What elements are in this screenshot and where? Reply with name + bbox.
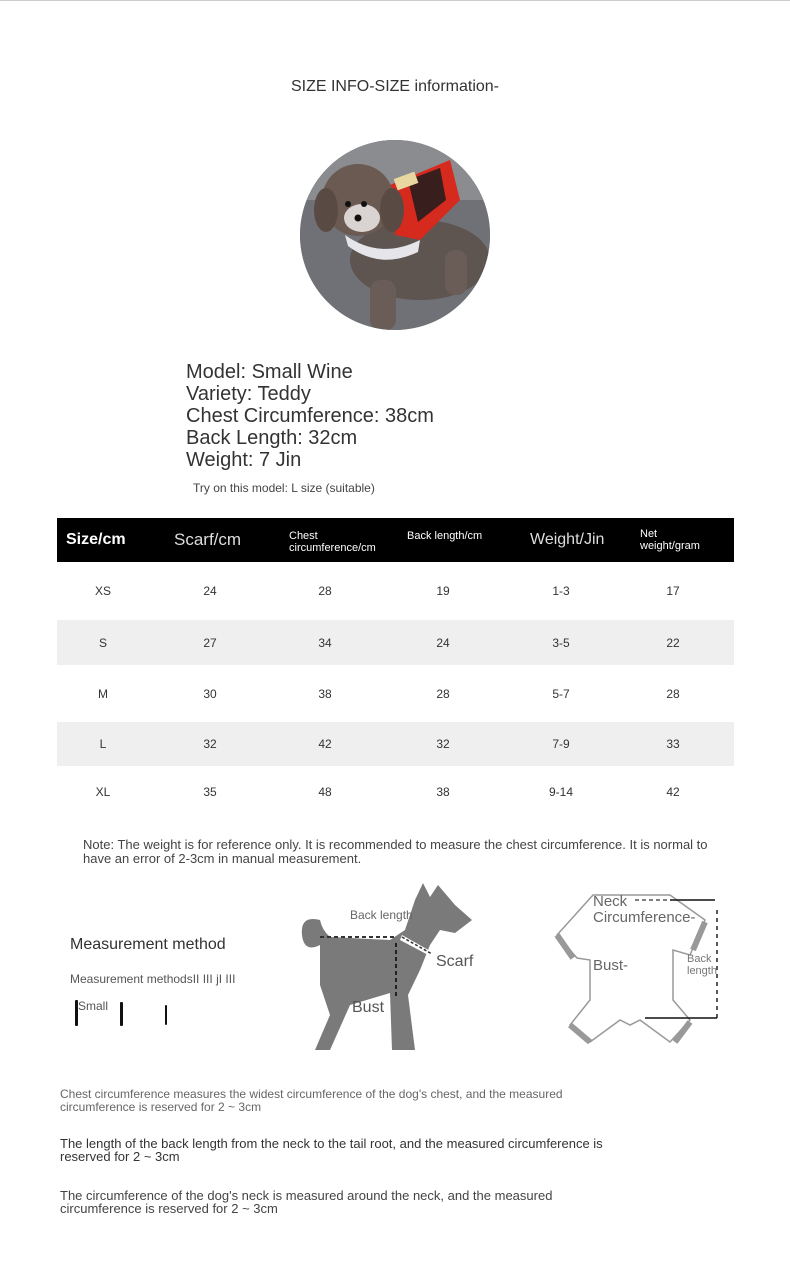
table-cell: 5-7: [552, 686, 570, 701]
table-body: [57, 562, 734, 818]
size-marker-bar: [165, 1005, 167, 1025]
try-on-note: Try on this model: L size (suitable): [193, 481, 375, 495]
table-cell: 28: [436, 686, 450, 701]
table-cell: XS: [94, 584, 112, 598]
model-variety: Variety: Teddy: [186, 383, 311, 405]
header-scarf: Scarf/cm: [174, 530, 242, 549]
table-cell: 27: [203, 635, 217, 650]
model-name: Model: Small Wine: [186, 361, 353, 383]
table-cell: 42: [666, 785, 680, 799]
scarf-label: Scarf: [436, 953, 474, 970]
table-cell: 7-9: [552, 737, 570, 751]
table-cell: 1-3: [552, 584, 570, 598]
model-chest: Chest Circumference: 38cm: [186, 405, 434, 427]
size-marker-bar: [120, 1002, 123, 1026]
table-cell: L: [99, 737, 107, 751]
table-cell: 48: [318, 785, 332, 799]
header-chest: Chest circumference/cm: [289, 530, 376, 554]
circumference-label-text: Circumference-: [593, 909, 696, 926]
header-back-length: Back length/cm: [407, 530, 483, 542]
header-net-weight: Net weight/gram: [640, 528, 700, 552]
neck-description: The circumference of the dog's neck is measured around the neck, and the measured circumference is reserved for 2 ~ 3cm: [60, 1188, 553, 1216]
table-row: [57, 562, 734, 620]
small-label: Small: [78, 999, 109, 1013]
table-cell: 32: [203, 737, 217, 751]
table-header: [57, 518, 734, 562]
dog-photo-illustration: [300, 140, 490, 330]
length-label-text: length: [687, 965, 717, 977]
table-cell: 28: [666, 686, 680, 701]
neck-label-text: Neck: [593, 893, 628, 910]
header-size: Size/cm: [66, 531, 126, 548]
size-table: [57, 518, 734, 818]
table-row: [57, 722, 734, 766]
table-cell: 42: [318, 737, 332, 751]
model-back-length: Back Length: 32cm: [186, 427, 358, 449]
table-row: [57, 766, 734, 818]
top-divider: [0, 0, 790, 1]
table-cell: 33: [666, 737, 680, 751]
measurement-subtitle: Measurement methodsII III jI III: [70, 972, 236, 986]
bust-label: Bust: [352, 999, 385, 1016]
table-cell: 19: [436, 584, 450, 598]
table-row: [57, 620, 734, 665]
table-row: [57, 665, 734, 722]
weight-note: Note: The weight is for reference only. It is recommended to measure the chest circumference. It is normal to have an error of 2-3cm in manual measurement.: [83, 837, 708, 866]
garment-bust-label: Bust-: [593, 957, 629, 974]
table-cell: 34: [318, 635, 332, 650]
table-cell: M: [98, 686, 108, 701]
back-length-label: Back length: [350, 908, 413, 922]
neck-label: [593, 894, 696, 926]
table-cell: 3-5: [552, 635, 570, 650]
table-cell: 17: [666, 584, 680, 598]
table-cell: 22: [666, 635, 680, 650]
table-cell: 24: [436, 635, 450, 650]
measurement-title: Measurement method: [70, 936, 226, 953]
table-cell: 28: [318, 584, 332, 598]
table-cell: 30: [203, 686, 217, 701]
garment-measurement-diagram: [545, 880, 755, 1060]
table-cell: 9-14: [548, 785, 574, 799]
table-cell: 38: [318, 686, 332, 701]
dog-measurement-diagram: [290, 875, 490, 1060]
model-photo: [300, 140, 490, 330]
page-title: SIZE INFO-SIZE information-: [290, 78, 500, 95]
chest-description: Chest circumference measures the widest circumference of the dog's chest, and the measured circumference is reserved for 2 ~ 3cm: [60, 1087, 563, 1114]
back-length-description: The length of the back length from the neck to the tail root, and the measured circumference is reserved for 2 ~ 3cm: [60, 1136, 603, 1164]
table-cell: 38: [436, 785, 450, 799]
table-cell: 35: [203, 785, 217, 799]
table-cell: XL: [95, 785, 111, 799]
garment-back-length-label: [687, 953, 717, 977]
back-label-text: Back: [687, 953, 712, 965]
header-weight: Weight/Jin: [530, 531, 605, 548]
table-cell: S: [98, 635, 108, 650]
model-info: [186, 361, 434, 471]
table-cell: 32: [436, 737, 450, 751]
model-weight: Weight: 7 Jin: [186, 449, 302, 471]
table-cell: 24: [203, 584, 217, 598]
